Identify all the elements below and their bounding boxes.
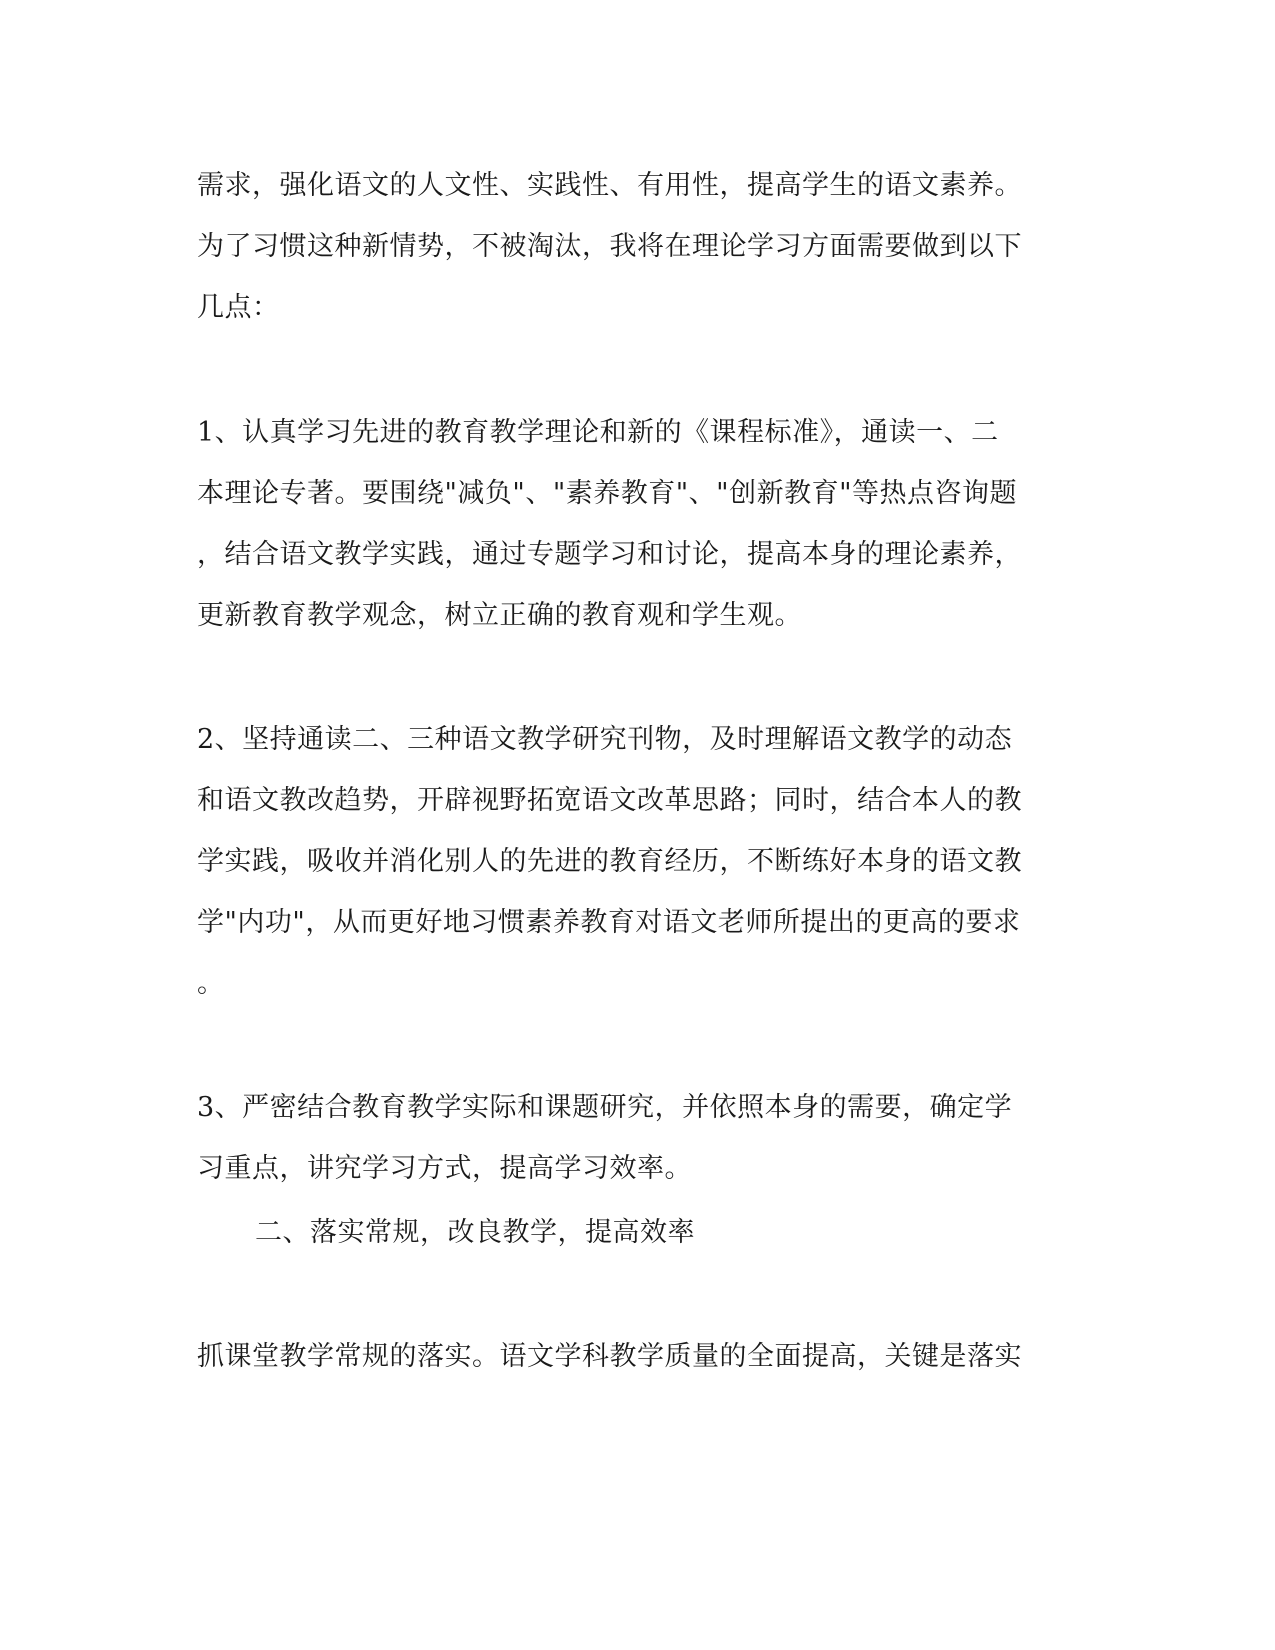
text-line: 几点：: [197, 292, 280, 323]
text-line: 抓课堂教学常规的落实。语文学科教学质量的全面提高，关键是落实: [197, 1341, 1022, 1372]
list-item-2-line: 和语文教改趋势，开辟视野拓宽语文改革思路；同时，结合本人的教: [197, 785, 1022, 816]
list-item-1-line: 本理论专著。要围绕"减负"、"素养教育"、"创新教育"等热点咨询题: [197, 478, 1018, 509]
text-line: 为了习惯这种新情势，不被淘汰，我将在理论学习方面需要做到以下: [197, 231, 1022, 262]
text-line: 需求，强化语文的人文性、实践性、有用性，提高学生的语文素养。: [197, 170, 1022, 201]
list-item-3-line: 习重点，讲究学习方式，提高学习效率。: [197, 1153, 692, 1184]
list-item-3-line: 3、严密结合教育教学实际和课题研究，并依照本身的需要，确定学: [197, 1092, 1013, 1123]
list-item-1-line: ，结合语文教学实践，通过专题学习和讨论，提高本身的理论素养，: [197, 539, 1022, 570]
section-heading: 二、落实常规，改良教学，提高效率: [255, 1217, 695, 1248]
list-item-2-line: 2、坚持通读二、三种语文教学研究刊物，及时理解语文教学的动态: [197, 724, 1013, 755]
list-item-2-line: 学实践，吸收并消化别人的先进的教育经历，不断练好本身的语文教: [197, 846, 1022, 877]
list-item-2-line: 。: [197, 968, 225, 999]
list-item-1-line: 更新教育教学观念，树立正确的教育观和学生观。: [197, 600, 802, 631]
list-item-2-line: 学"内功"，从而更好地习惯素养教育对语文老师所提出的更高的要求: [197, 907, 1021, 938]
list-item-1-line: 1、认真学习先进的教育教学理论和新的《课程标准》，通读一、二: [197, 417, 999, 448]
